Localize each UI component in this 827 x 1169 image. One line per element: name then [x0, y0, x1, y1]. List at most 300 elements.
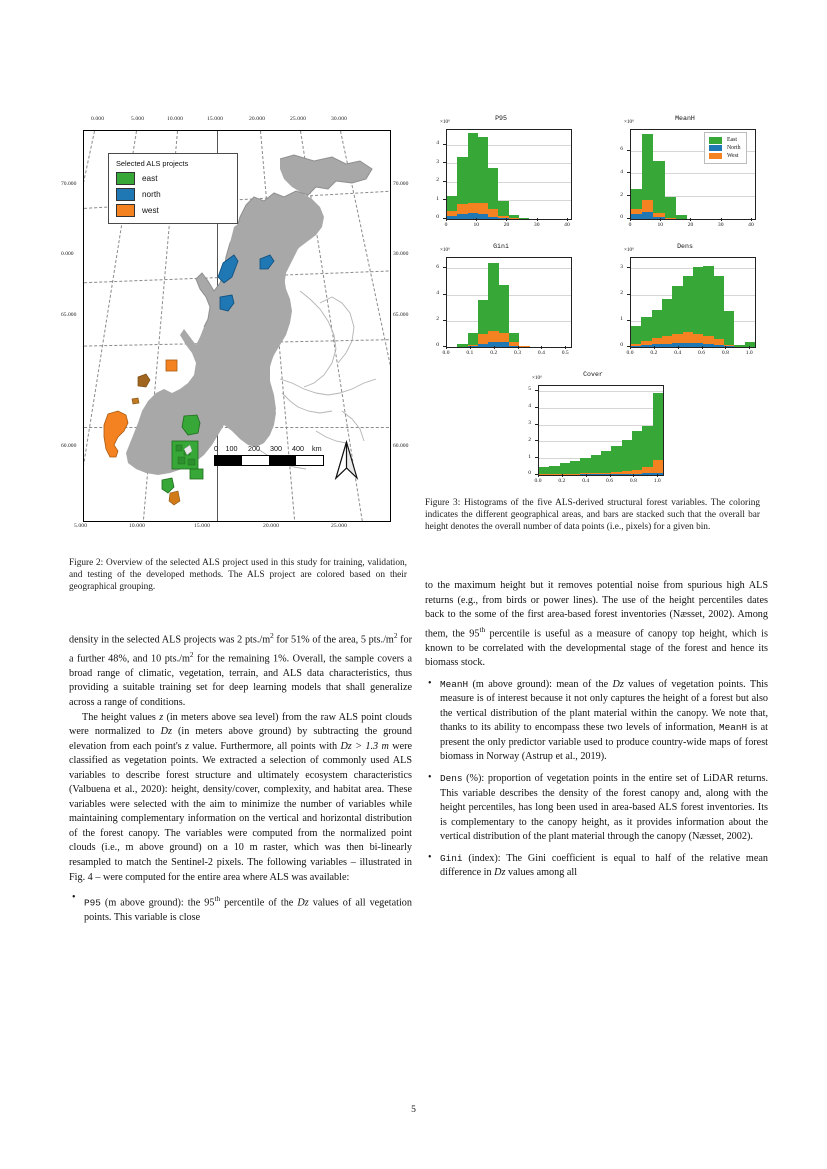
- histogram-bar-segment-north: [457, 214, 467, 219]
- histogram-bar-segment-north: [499, 342, 509, 347]
- histogram-bar: [580, 386, 590, 475]
- histogram-title: P95: [495, 115, 507, 122]
- histogram-bar: [665, 130, 676, 219]
- variable-name-meanh: MeanH: [440, 678, 469, 690]
- histogram-bar-segment-east: [601, 451, 611, 473]
- map-axis-left-tick: 65.000: [61, 312, 77, 318]
- histogram-bar-segment-east: [611, 446, 621, 472]
- x-axis-tick-label: 0.2: [490, 349, 498, 356]
- histogram-bar-segment-west: [693, 334, 703, 343]
- histogram-bar: [642, 130, 653, 219]
- histogram-bar: [560, 130, 571, 219]
- paragraph-height-values: The height values z (in meters above sea level) from the raw ALS point clouds were normalized to Dz (in meters above ground) by subtracting the ground elevation from each point's z value. Furthermore, all points with Dz > 1.3 m were classified as vegetation points. We extracted a selection of commonly used ALS variables to describe forest structure and ultimately ecosystem characteristics (Valbuena et al., 2020): height, density/cover, complexity, and habitat area. These variables were selected with the aim to minimize the number of variables while maintaining complementary information on the vertical and horizontal distribution of the forest canopy. The variables were computed from the normalized point clouds (i.e., m above ground) on a 10 m raster, which was then bi-linearly resampled to match the Sentinel-2 pixels. The following variables – illustrated in Fig. 4 – were computed for the entire area where ALS was available:: [69, 711, 413, 883]
- x-axis-tick-mark: [702, 346, 703, 349]
- y-axis-tick-mark: [443, 267, 446, 268]
- histogram-bar-segment-north: [447, 216, 457, 219]
- x-axis-tick-mark: [506, 218, 507, 221]
- superscript-th: th: [479, 625, 486, 634]
- histogram-bar: [672, 258, 682, 347]
- map-axis-bottom-tick: 10.000: [129, 523, 145, 529]
- histogram-bar-segment-east: [549, 466, 559, 474]
- histogram-bar: [499, 258, 509, 347]
- histogram-legend-item-west: [709, 153, 741, 160]
- map-legend-item-west: [116, 204, 231, 217]
- map-axis-right-tick: 65.000: [393, 312, 409, 318]
- histogram-bar-segment-east: [631, 326, 641, 344]
- histogram-bar-segment-east: [570, 461, 580, 473]
- axis-exponent-label: ×10⁶: [440, 247, 450, 253]
- histogram-bar-segment-north: [703, 344, 713, 347]
- histogram-bar-segment-east: [591, 455, 601, 473]
- math-z: z: [159, 711, 164, 723]
- histogram-bar: [539, 386, 549, 475]
- histogram-bar: [509, 130, 519, 219]
- figure-2-map: [61, 113, 409, 538]
- histogram-bar: [540, 130, 550, 219]
- histogram-legend-label: North: [727, 145, 741, 152]
- histogram-bar: [529, 130, 539, 219]
- histogram-legend-item-north: [709, 145, 741, 152]
- y-axis-tick-mark: [443, 294, 446, 295]
- math-dz-threshold: Dz > 1.3 m: [340, 740, 389, 752]
- histogram-plot-area: [538, 385, 664, 476]
- map-legend: [108, 153, 238, 224]
- histogram-bar: [447, 258, 457, 347]
- histogram-title: Cover: [583, 371, 603, 378]
- histogram-bar-segment-east: [457, 157, 467, 204]
- y-axis-tick-mark: [627, 150, 630, 151]
- y-axis-tick-mark: [627, 195, 630, 196]
- x-axis-tick-label: 0.2: [558, 477, 566, 484]
- histogram-bar-segment-north: [714, 345, 724, 347]
- histogram-bar-segment-west: [653, 460, 663, 473]
- x-axis-tick-mark: [660, 218, 661, 221]
- histogram-bar: [509, 258, 519, 347]
- x-axis-tick-label: 1.0: [745, 349, 753, 356]
- map-axis-right-tick: 70.000: [393, 181, 409, 187]
- histogram-bar: [549, 386, 559, 475]
- x-axis-tick-mark: [630, 218, 631, 221]
- histogram-bar: [591, 386, 601, 475]
- x-axis-tick-label: 30: [533, 221, 540, 228]
- superscript-2: 2: [393, 632, 398, 640]
- histogram-bar: [693, 258, 703, 347]
- x-axis-tick-mark: [541, 346, 542, 349]
- histogram-bar-segment-east: [631, 189, 642, 208]
- x-axis-tick-label: 40: [564, 221, 570, 228]
- histogram-bar-segment-east: [447, 196, 457, 211]
- x-axis-tick-mark: [654, 346, 655, 349]
- variable-bullet-list: [69, 892, 412, 925]
- histogram-bar: [745, 258, 755, 347]
- map-axis-top-tick: 10.000: [167, 116, 183, 122]
- y-axis-tick-mark: [443, 181, 446, 182]
- histogram-bar-segment-west: [662, 336, 672, 344]
- x-axis-tick-label: 0: [628, 221, 632, 228]
- scalebar-tick: 400: [292, 444, 304, 453]
- variable-name-dens: Dens: [440, 772, 463, 784]
- variable-name-gini: Gini: [440, 852, 463, 864]
- histogram-bar: [622, 386, 632, 475]
- y-axis-tick-mark: [627, 320, 630, 321]
- x-axis-tick-mark: [446, 218, 447, 221]
- histogram-bar: [550, 258, 560, 347]
- y-axis-tick-label: 2: [620, 191, 623, 198]
- y-axis-tick-label: 0: [436, 342, 439, 349]
- histogram-bar-segment-east: [693, 267, 703, 334]
- histogram-bar-segment-north: [591, 474, 601, 475]
- y-axis-tick-mark: [627, 172, 630, 173]
- paragraph-density: density in the selected ALS projects was 2 $pts./m^2$ for 51% of the area, 5 $pts./m^2$ for a further 48%, and 10 $pts./m^2$ for the remaining 1%. Overall, the sample covers a broad range of climatic, vegetation, terrain, and ALS data characteristics, thus providing a suitable training set for deep learning models that shall generalize across a range of conditions.: [69, 632, 412, 708]
- x-axis-tick-label: 20: [687, 221, 694, 228]
- histogram-bar-segment-east: [499, 285, 509, 332]
- map-axis-top-tick: 30.000: [331, 116, 347, 122]
- histogram-bar-segment-north: [683, 343, 693, 347]
- histogram-bar-segment-west: [488, 209, 498, 217]
- y-axis-tick-mark: [535, 407, 538, 408]
- histogram-bar-segment-north: [653, 217, 664, 219]
- x-axis-tick-label: 10: [657, 221, 664, 228]
- histogram-bar: [703, 258, 713, 347]
- histogram-bar-segment-east: [468, 333, 478, 345]
- histogram-bar-segment-north: [641, 345, 651, 347]
- histogram-bar-segment-east: [662, 299, 672, 336]
- bullet-meanh: • MeanH (m above ground): mean of the Dz values of vegetation points. This measure is of interest because it not only captures the height of a forest but also the vertical distribution of the plant material within the canopy. We note that, thanks to its ability to encompass these two levels of information, MeanH is at present the only predictor variable used to produce country-wide maps of forest biomass in Norway (Astrup et al., 2019).: [425, 678, 768, 765]
- scalebar-tick: 300: [270, 444, 282, 453]
- math-dz: Dz: [160, 726, 172, 738]
- histogram-bar-segment-north: [631, 346, 641, 347]
- x-axis-tick-label: 0.4: [674, 349, 682, 356]
- bullet-p95: • P95 (m above ground): the 95th percentile of the Dz values of all vegetation points. This variable is close: [69, 892, 412, 925]
- histogram-bar: [662, 258, 672, 347]
- histogram-bar: [652, 258, 662, 347]
- y-axis-tick-label: 2: [528, 436, 531, 443]
- histogram-bar: [560, 386, 570, 475]
- histogram-bar-segment-east: [580, 458, 590, 473]
- y-axis-tick-label: 2: [620, 290, 623, 297]
- x-axis-tick-mark: [494, 346, 495, 349]
- y-axis-tick-label: 4: [436, 290, 439, 297]
- y-axis-tick-label: 1: [436, 195, 439, 202]
- map-legend-label: north: [142, 190, 161, 199]
- map-axis-top-tick: 15.000: [207, 116, 223, 122]
- north-arrow-icon: [334, 440, 359, 480]
- map-axis-top-tick: 20.000: [249, 116, 265, 122]
- histogram-bar-segment-west: [468, 203, 478, 214]
- histogram-bar-segment-east: [665, 197, 676, 218]
- x-axis-tick-label: 0.6: [698, 349, 706, 356]
- histogram-bar-segment-east: [653, 161, 664, 213]
- x-axis-tick-label: 0.0: [442, 349, 450, 356]
- histogram-bar-segment-west: [457, 204, 467, 214]
- histogram-bar-segment-east: [488, 263, 498, 331]
- map-axis-left-tick: 0.000: [61, 251, 74, 257]
- x-axis-tick-mark: [678, 346, 679, 349]
- histogram-bar: [641, 258, 651, 347]
- histogram-bar-segment-east: [672, 286, 682, 334]
- y-axis-tick-mark: [535, 390, 538, 391]
- histogram-bar: [530, 258, 540, 347]
- y-axis-tick-mark: [535, 457, 538, 458]
- histogram-bar: [468, 258, 478, 347]
- histogram-bar-segment-west: [642, 200, 653, 212]
- y-axis-tick-mark: [443, 162, 446, 163]
- histogram-bar-segment-north: [570, 475, 580, 476]
- legend-swatch-east-icon: [709, 137, 722, 144]
- histogram-bar: [468, 130, 478, 219]
- histogram-legend-label: East: [727, 137, 737, 144]
- scalebar-bar: [214, 455, 324, 466]
- histogram-bar-segment-west: [478, 203, 488, 214]
- histogram-bar-segment-west: [672, 334, 682, 343]
- y-axis-tick-label: 2: [436, 316, 439, 323]
- figure-2-caption: Figure 2: Overview of the selected ALS project used in this study for training, validation, and testing of the developed methods. The ALS project are colored based on their geographical grouping.: [69, 558, 407, 593]
- x-axis-tick-label: 40: [748, 221, 754, 228]
- histogram-bar: [601, 386, 611, 475]
- x-axis-tick-label: 0.0: [626, 349, 634, 356]
- histogram-gini[interactable]: [426, 244, 576, 360]
- scalebar-tick: 200: [248, 444, 260, 453]
- axis-exponent-label: ×10⁶: [440, 119, 450, 125]
- x-axis-tick-mark: [657, 474, 658, 477]
- y-axis-tick-label: 4: [436, 140, 439, 147]
- histogram-bar: [488, 258, 498, 347]
- histogram-bar-segment-east: [498, 201, 508, 217]
- histogram-title: Gini: [493, 243, 509, 250]
- histogram-title: Dens: [677, 243, 693, 250]
- histogram-bar: [561, 258, 571, 347]
- figure-3-histograms: [424, 112, 762, 492]
- y-axis-tick-label: 6: [436, 263, 439, 270]
- page-number: 5: [411, 1104, 416, 1115]
- histogram-bar: [631, 258, 641, 347]
- y-axis-tick-label: 6: [620, 145, 623, 152]
- superscript-2: 2: [189, 650, 194, 659]
- x-axis-tick-mark: [446, 346, 447, 349]
- y-axis-tick-label: 1: [528, 453, 531, 460]
- x-axis-tick-label: 20: [503, 221, 510, 228]
- histogram-legend-item-east: [709, 137, 741, 144]
- histogram-bar-segment-west: [478, 334, 488, 344]
- superscript-2: 2: [270, 632, 274, 640]
- histogram-bar-segment-east: [641, 317, 651, 341]
- map-axis-top-tick: 25.000: [290, 116, 306, 122]
- histogram-bar-segment-east: [652, 310, 662, 337]
- x-axis-tick-mark: [586, 474, 587, 477]
- histogram-bar-segment-west: [499, 333, 509, 343]
- variable-name-p95: P95: [84, 897, 101, 909]
- histogram-bar-segment-north: [478, 344, 488, 347]
- histogram-bar-segment-east: [468, 133, 478, 203]
- math-dz: Dz: [494, 867, 506, 879]
- histogram-bar: [714, 258, 724, 347]
- x-axis-tick-mark: [470, 346, 471, 349]
- histogram-bar: [734, 258, 744, 347]
- scalebar-tick: 0: [214, 444, 218, 453]
- histogram-bar-segment-east: [478, 300, 488, 335]
- scalebar-unit: km: [312, 444, 322, 453]
- y-axis-tick-mark: [535, 424, 538, 425]
- x-axis-tick-mark: [538, 474, 539, 477]
- histogram-bar: [687, 130, 698, 219]
- axis-exponent-label: ×10⁶: [624, 119, 634, 125]
- histogram-bar-segment-north: [478, 214, 488, 219]
- x-axis-tick-mark: [633, 474, 634, 477]
- math-dz: Dz: [297, 897, 309, 909]
- y-axis-tick-label: 0: [436, 214, 439, 221]
- x-axis-tick-mark: [610, 474, 611, 477]
- legend-swatch-north-icon: [709, 145, 722, 152]
- histogram-bar: [457, 130, 467, 219]
- map-axis-bottom-tick: 25.000: [331, 523, 347, 529]
- x-axis-tick-label: 0.4: [537, 349, 545, 356]
- histogram-bar: [457, 258, 467, 347]
- math-z: z: [185, 740, 189, 752]
- histogram-bar-segment-east: [724, 311, 734, 345]
- histogram-bar: [447, 130, 457, 219]
- histogram-bar: [653, 386, 663, 475]
- histogram-p95[interactable]: [426, 116, 576, 232]
- map-legend-title: Selected ALS projects: [116, 159, 189, 168]
- histogram-legend-label: West: [727, 152, 739, 159]
- histogram-bar: [611, 386, 621, 475]
- map-axis-left-tick: 70.000: [61, 181, 77, 187]
- map-axis-left-tick: 60.000: [61, 443, 77, 449]
- histogram-bar: [478, 130, 488, 219]
- map-axis-top-tick: 0.000: [91, 116, 105, 122]
- histogram-bar-segment-north: [642, 212, 653, 219]
- x-axis-tick-label: 0.3: [514, 349, 522, 356]
- y-axis-tick-label: 0: [528, 470, 531, 477]
- histogram-bar: [550, 130, 560, 219]
- figure-3-caption: Figure 3: Histograms of the five ALS-derived structural forest variables. The coloring indicates the different geographical areas, and bars are stacked such that the overall bar height denotes the overall number of data points (i.e., pixels) for a given bin.: [425, 498, 760, 533]
- x-axis-tick-label: 0.0: [534, 477, 542, 484]
- axis-exponent-label: ×10⁶: [532, 375, 542, 381]
- map-legend-item-east: [116, 172, 231, 185]
- x-axis-tick-mark: [562, 474, 563, 477]
- histogram-legend: [704, 132, 747, 164]
- histogram-bar: [519, 130, 529, 219]
- x-axis-tick-mark: [725, 346, 726, 349]
- map-canvas[interactable]: [83, 130, 391, 522]
- histogram-bar: [724, 258, 734, 347]
- legend-swatch-west-icon: [709, 153, 722, 160]
- y-axis-tick-mark: [535, 440, 538, 441]
- x-axis-tick-mark: [721, 218, 722, 221]
- y-axis-tick-mark: [443, 199, 446, 200]
- x-axis-tick-label: 0.5: [561, 349, 569, 356]
- histogram-bar-segment-east: [488, 168, 498, 208]
- histogram-bar: [570, 386, 580, 475]
- x-axis-tick-mark: [567, 218, 568, 221]
- map-legend-label: west: [142, 206, 159, 215]
- histogram-bar-segment-north: [622, 474, 632, 475]
- variable-name-meanh: MeanH: [718, 722, 748, 734]
- scalebar-tick: 100: [225, 444, 238, 453]
- y-axis-tick-label: 3: [436, 158, 439, 165]
- x-axis-tick-label: 30: [717, 221, 724, 228]
- histogram-bar: [632, 386, 642, 475]
- histogram-bar-segment-east: [683, 276, 693, 332]
- histogram-bar: [478, 258, 488, 347]
- map-axis-bottom-tick: 20.000: [263, 523, 279, 529]
- x-axis-tick-label: 0: [444, 221, 448, 228]
- y-axis-tick-label: 0: [620, 214, 623, 221]
- histogram-bar-segment-east: [642, 426, 652, 467]
- x-axis-tick-mark: [565, 346, 566, 349]
- y-axis-tick-label: 3: [620, 263, 623, 270]
- map-legend-item-north: [116, 188, 231, 201]
- y-axis-tick-label: 0: [620, 342, 623, 349]
- x-axis-tick-mark: [630, 346, 631, 349]
- bullet-gini: • Gini (index): The Gini coefficient is equal to half of the relative mean difference in Dz values among all: [425, 852, 768, 881]
- y-axis-tick-label: 2: [436, 177, 439, 184]
- y-axis-tick-mark: [443, 144, 446, 145]
- histogram-bar-segment-east: [478, 137, 488, 203]
- histogram-bar: [540, 258, 550, 347]
- histogram-cover[interactable]: [518, 372, 668, 488]
- histogram-plot-area: [446, 257, 572, 348]
- map-axis-bottom-tick: 15.000: [194, 523, 210, 529]
- paragraph-p95-continued: to the maximum height but it removes potential noise from spurious high ALS returns (e.g., from birds or power lines). The use of the height percentiles dates back to the some of the first area-based forest inventories (Næsset, 2002). Among them, the 95th percentile is useful as a measure of canopy top height, which is known to be correlated with the developmental stage of the forest and hence its biomass stock.: [425, 580, 768, 669]
- histogram-bar-segment-east: [560, 463, 570, 473]
- histogram-bar-segment-east: [714, 276, 724, 339]
- map-scalebar: [214, 444, 324, 466]
- histogram-title: MeanH: [675, 115, 695, 122]
- y-axis-tick-label: 4: [528, 403, 531, 410]
- x-axis-tick-label: 0.8: [721, 349, 729, 356]
- y-axis-tick-label: 4: [620, 168, 623, 175]
- y-axis-tick-mark: [627, 267, 630, 268]
- x-axis-tick-label: 0.6: [606, 477, 614, 484]
- map-axis-bottom-tick: 5.000: [74, 523, 88, 529]
- histogram-bar: [631, 130, 642, 219]
- histogram-bar-segment-east: [703, 266, 713, 336]
- histogram-bar: [488, 130, 498, 219]
- histogram-bar: [683, 258, 693, 347]
- scalebar-labels: [214, 444, 324, 453]
- x-axis-tick-label: 0.2: [650, 349, 658, 356]
- right-text-column: [425, 579, 768, 881]
- map-axis-right-tick: 60.000: [393, 443, 409, 449]
- histogram-bar: [676, 130, 687, 219]
- x-axis-tick-label: 10: [473, 221, 480, 228]
- y-axis-tick-label: 3: [528, 420, 531, 427]
- histogram-bar-segment-east: [539, 467, 549, 474]
- x-axis-tick-mark: [476, 218, 477, 221]
- legend-swatch-west-icon: [116, 204, 135, 217]
- histogram-plot-area: [446, 129, 572, 220]
- y-axis-tick-mark: [627, 294, 630, 295]
- histogram-bar-segment-east: [622, 440, 632, 471]
- histogram-bar: [642, 386, 652, 475]
- histogram-bar: [519, 258, 529, 347]
- x-axis-tick-mark: [749, 346, 750, 349]
- histogram-bar-segment-east: [653, 393, 663, 460]
- histogram-bar-segment-north: [662, 344, 672, 347]
- histogram-bar-segment-north: [611, 474, 621, 475]
- histogram-bar-segment-north: [631, 214, 642, 219]
- x-axis-tick-mark: [751, 218, 752, 221]
- superscript-th: th: [214, 895, 221, 904]
- x-axis-tick-label: 0.4: [582, 477, 590, 484]
- x-axis-tick-mark: [537, 218, 538, 221]
- histogram-bar-segment-west: [683, 332, 693, 342]
- histogram-dens[interactable]: [610, 244, 760, 360]
- legend-swatch-north-icon: [116, 188, 135, 201]
- axis-exponent-label: ×10⁶: [624, 247, 634, 253]
- histogram-bar-segment-east: [632, 431, 642, 470]
